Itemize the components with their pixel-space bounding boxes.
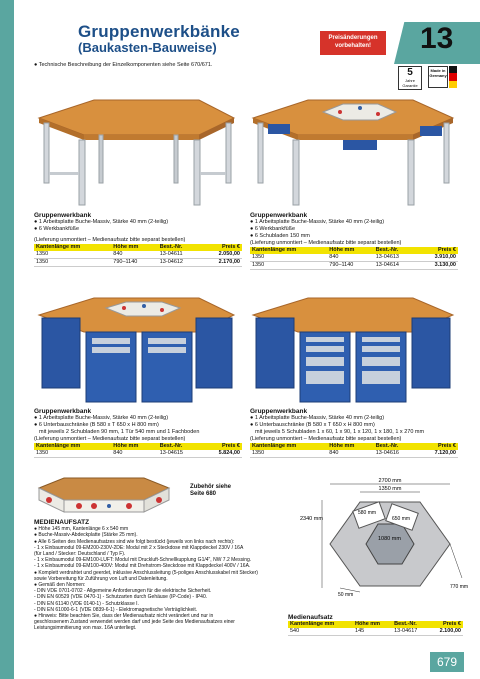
product-feature: ● 6 Unterbauschränke (B 580 x T 650 x H 800 mm) xyxy=(34,422,159,428)
product-block-4 xyxy=(250,408,460,458)
guarantee-badge xyxy=(398,66,422,90)
col-header: Kantenlänge mm xyxy=(250,443,327,450)
page-subtitle: (Baukasten-Bauweise) xyxy=(78,40,217,55)
col-header: Best.-Nr. xyxy=(374,247,418,254)
table-row: 1350 790–1140 13-04612 2.170,00 xyxy=(36,259,240,265)
col-header: Preis € xyxy=(429,621,463,628)
product-name: Gruppenwerkbank xyxy=(250,408,308,415)
accessory-line: Seite 680 xyxy=(190,491,217,497)
price-table xyxy=(250,443,458,458)
media-line: ● Gemäß den Normen: xyxy=(34,582,86,589)
bench-image-4 xyxy=(248,290,458,405)
media-line: ● Buche-Massiv-Abdeckplatte (Stärke 25 mm). xyxy=(34,532,138,539)
chapter-sidebar xyxy=(0,0,14,679)
product-feature: ● 1 Arbeitsplatte Buche-Massiv, Stärke 40 mm (2-teilig) xyxy=(250,219,385,225)
chapter-number: 13 xyxy=(420,22,454,55)
price-table xyxy=(34,244,242,267)
table-row: 540 145 13-04617 2.100,00 xyxy=(290,628,461,634)
table-row: 1350 790–1140 13-04614 3.130,00 xyxy=(252,262,456,268)
col-header: Best.-Nr. xyxy=(158,443,202,450)
col-header: Höhe mm xyxy=(111,244,157,251)
dim-1080: 1080 mm xyxy=(378,536,401,542)
col-header: Best.-Nr. xyxy=(392,621,429,628)
media-line: - DIN EN 60529 (VDE 0470-1) - Schutzarten durch Gehäuse (IP-Code) - IP40. xyxy=(34,594,208,601)
page-title: Gruppenwerkbänke xyxy=(78,22,240,41)
media-line: - DIN VDE 0701-0702 - Allgemeine Anforderungen für die elektrische Sicherheit. xyxy=(34,588,212,595)
media-line: - DIN EN 61000-6-1 (VDE 0839-6-1) - Elektromagnetische Verträglichkeit. xyxy=(34,606,198,613)
product-note: (Lieferung unmontiert – Medienaufsatz bitte separat bestellen) xyxy=(34,237,186,243)
price-table xyxy=(250,247,458,270)
media-line: - 1 x Einbaumodul 09-EM100-LUFT: Modul mit Druckluft-Schnellkupplung G1/4", NW 7.2 Messing. xyxy=(34,557,252,564)
product-block-1 xyxy=(34,212,244,267)
product-feature: ● 6 Schubladen 150 mm xyxy=(250,233,310,239)
bench-image-1 xyxy=(34,90,239,208)
dim-2700: 2700 mm xyxy=(378,478,402,484)
col-header: Kantenlänge mm xyxy=(288,621,353,628)
col-header: Höhe mm xyxy=(111,443,157,450)
media-description xyxy=(34,520,284,632)
col-header: Kantenlänge mm xyxy=(250,247,327,254)
col-header: Kantenlänge mm xyxy=(34,244,111,251)
product-block-3 xyxy=(34,408,244,458)
accessory-line: Zubehör siehe xyxy=(190,484,232,490)
media-line: - DIN EN 61140 (VDE 0140-1) - Schutzklasse I. xyxy=(34,600,139,607)
dim-50: 50 mm xyxy=(338,592,354,598)
col-header: Best.-Nr. xyxy=(158,244,202,251)
bench-image-3 xyxy=(34,290,239,405)
intro-text: ● Technische Beschreibung der Einzelkomponenten siehe Seite 670/671. xyxy=(34,62,213,68)
product-name: Gruppenwerkbank xyxy=(250,212,308,219)
media-line: - 1 x Einbaumodul 09-EM100-400V: Modul mit Drehstrom-Steckdose mit Klappdeckel 400V / 16A. xyxy=(34,563,251,570)
media-line: ● Höhe 145 mm, Kantenlänge 6 x 540 mm xyxy=(34,526,129,533)
product-name: Gruppenwerkbank xyxy=(34,408,92,415)
media-line: ● Komplett verdrahtet und geerdet, inklusive Anschlussleitung (5-poliges Anschlusskabel mit Stecker) xyxy=(34,569,258,576)
col-header: Preis € xyxy=(201,443,242,450)
page-number: 679 xyxy=(430,652,464,672)
dim-1350: 1350 mm xyxy=(378,486,402,492)
col-header: Best.-Nr. xyxy=(374,443,418,450)
table-row: 1350 840 13-04616 7.120,00 xyxy=(252,450,456,456)
product-feature: ● 1 Arbeitsplatte Buche-Massiv, Stärke 40 mm (2-teilig) xyxy=(250,415,385,421)
product-name: Medienaufsatz xyxy=(288,614,333,621)
media-title: MEDIENAUFSATZ xyxy=(34,519,90,526)
product-feature: mit jeweils 5 Schubladen 1 x 60, 1 x 90, 1 x 120, 1 x 180, 1 x 270 mm xyxy=(255,429,425,435)
media-line: geschlossenem Zustand verwendet werden darf und jede Seite des Medienaufsatzes einer xyxy=(34,619,235,626)
dim-580: 580 mm xyxy=(358,510,377,516)
made-in-germany-badge: Made in Germany xyxy=(428,66,448,88)
product-note: (Lieferung unmontiert – Medienaufsatz bitte separat bestellen) xyxy=(250,436,402,442)
media-line: (für Land / Stecker: Deutschland / Typ F). xyxy=(34,551,126,558)
product-note: (Lieferung unmontiert – Medienaufsatz bitte separat bestellen) xyxy=(250,240,402,246)
product-note: (Lieferung unmontiert – Medienaufsatz bitte separat bestellen) xyxy=(34,436,186,442)
media-line: ● Hinweis: Bitte beachten Sie, dass der Medienaufsatz nicht verändert und nur in xyxy=(34,613,214,620)
media-line: - 1 x Einbaumodul 09-EM200-230V-2DE: Modul mit 2 x Steckdose mit Klappdeckel 230V / 16A xyxy=(34,544,244,551)
product-block-2 xyxy=(250,212,460,270)
dim-2340: 2340 mm xyxy=(300,516,323,522)
col-header: Höhe mm xyxy=(327,247,373,254)
col-header: Höhe mm xyxy=(327,443,373,450)
product-feature: mit jeweils 2 Schubladen 90 mm, 1 Tür 540 mm und 1 Fachboden xyxy=(39,429,200,435)
product-feature: ● 1 Arbeitsplatte Buche-Massiv, Stärke 40 mm (2-teilig) xyxy=(34,219,169,225)
col-header: Höhe mm xyxy=(353,621,392,628)
german-flag-icon xyxy=(449,66,457,88)
media-product-block xyxy=(288,614,463,636)
product-feature: ● 6 Werkbankfüße xyxy=(34,226,80,232)
guarantee-label2: Garantie xyxy=(402,83,418,88)
media-line: Leistungsimmitierung von max. 16A unterliegt. xyxy=(34,625,137,632)
dimension-drawing xyxy=(300,478,470,606)
col-header: Kantenlänge mm xyxy=(34,443,111,450)
media-attachment-image xyxy=(34,476,174,516)
price-table xyxy=(288,621,463,636)
price-table xyxy=(34,443,242,458)
table-row: 1350 840 13-04615 5.824,00 xyxy=(36,450,240,456)
price-notice-badge: Preisänderungen vorbehalten! xyxy=(320,31,386,55)
product-feature: ● 1 Arbeitsplatte Buche-Massiv, Stärke 40 mm (2-teilig) xyxy=(34,415,169,421)
dim-770: 770 mm xyxy=(450,584,469,590)
table-row: 1350 840 13-04611 2.050,00 xyxy=(36,251,240,257)
dim-650: 650 mm xyxy=(392,516,411,522)
product-name: Gruppenwerkbank xyxy=(34,212,92,219)
guarantee-years: 5 xyxy=(407,67,413,78)
guarantee-label1: Jahre xyxy=(404,78,415,83)
product-feature: ● 6 Unterbauschränke (B 580 x T 650 x H 800 mm) xyxy=(250,422,375,428)
col-header: Preis € xyxy=(417,247,458,254)
accessory-note xyxy=(190,484,231,498)
table-row: 1350 840 13-04613 3.910,00 xyxy=(252,254,456,260)
bench-image-2 xyxy=(248,90,458,208)
col-header: Preis € xyxy=(417,443,458,450)
media-line: ● Alle 6 Seiten des Medienaufsatzes sind wie folgt bestückt (jeweils von links nach rechts): xyxy=(34,538,235,545)
product-feature: ● 6 Werkbankfüße xyxy=(250,226,296,232)
col-header: Preis € xyxy=(201,244,242,251)
media-line: sowie Vorbereitung für Zuführung von Luft und Datenleitung. xyxy=(34,575,168,582)
